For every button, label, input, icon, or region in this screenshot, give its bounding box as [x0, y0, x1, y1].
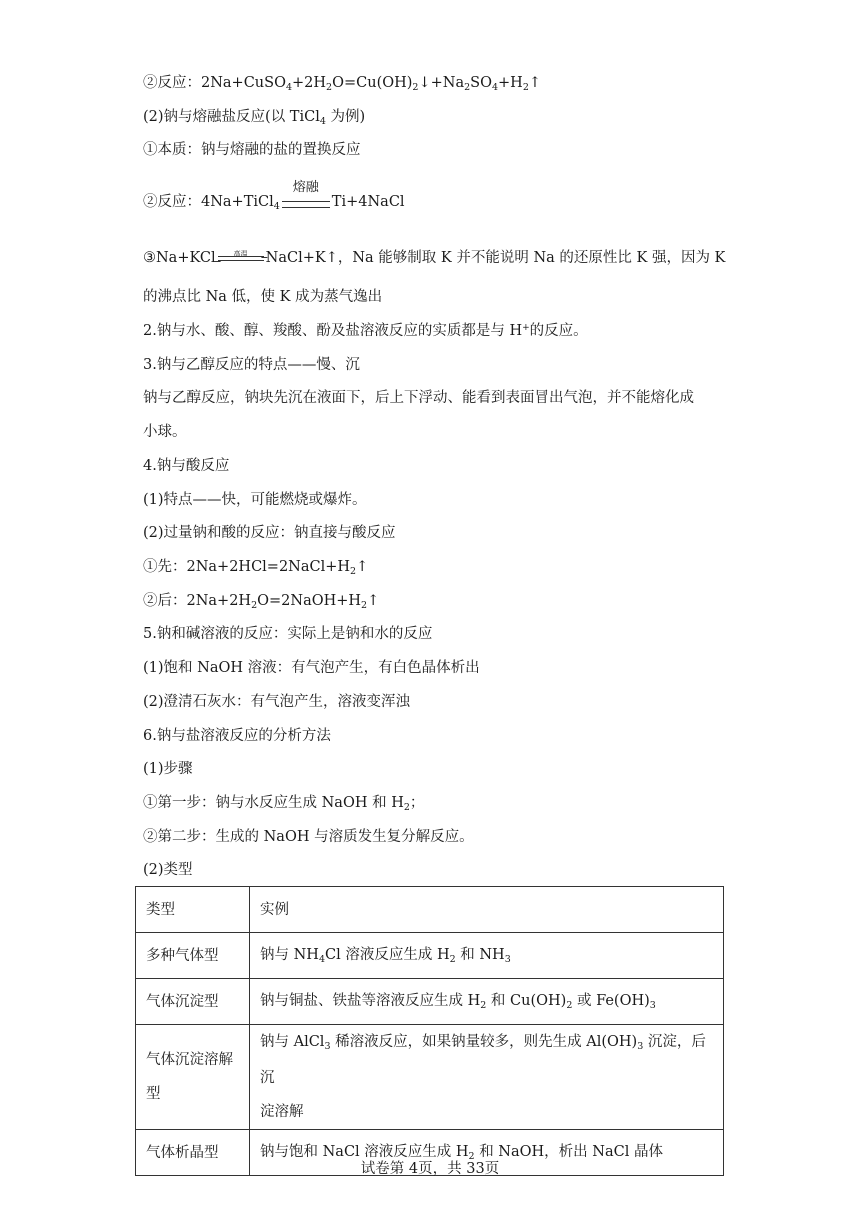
table-cell-type: 气体沉淀型 — [136, 979, 250, 1025]
heading-item-5: 5.钠和碱溶液的反应：实际上是钠和水的反应 — [143, 626, 433, 642]
heading-item-3: 3.钠与乙醇反应的特点——慢、沉 — [143, 357, 360, 373]
reaction-line-water: ②后：$2Na+2H_2O=2NaOH+H_2↑$ — [143, 593, 380, 611]
table-cell-example: 钠与 AlCl$_3$ 稀溶液反应，如果钠量较多，则先生成 $Al(OH)_3$ 沉淀，后沉 淀溶解 — [250, 1025, 724, 1130]
table-cell-example: 钠与饱和 NaCl 溶液反应生成 $H_2$ 和 NaOH，析出 NaCl 晶体 — [250, 1130, 724, 1176]
text-acid-feature: (1)特点——快，可能燃烧或爆炸。 — [143, 492, 367, 508]
table-cell-type: 气体沉淀溶解 型 — [136, 1025, 250, 1130]
reaction-line-kcl: ③Na+KCl 高温 NaCl+K↑，Na 能够制取 K 并不能说明 Na 的还原性比 K 强，因为 K — [143, 250, 726, 266]
page-footer: 试卷第 4页，共 33页 — [360, 1161, 500, 1177]
reaction-line-hcl: ①先：$2Na+2HCl=2NaCl+H_2↑$ — [143, 559, 369, 577]
text-ethanol-cont: 小球。 — [143, 424, 187, 440]
subheading-molten-salt: (2)钠与熔融盐反应(以 TiCl$_4$ 为例) — [143, 109, 366, 127]
heading-item-4: 4.钠与酸反应 — [143, 458, 230, 474]
text-excess-sodium: (2)过量钠和酸的反应：钠直接与酸反应 — [143, 525, 396, 541]
heading-item-2: 2.钠与水、酸、醇、羧酸、酚及盐溶液反应的实质都是与 H+的反应。 — [143, 323, 588, 339]
text-step-1: ①第一步：钠与水反应生成 NaOH 和 $H_2$； — [143, 795, 425, 813]
text-essence: ①本质：钠与熔融的盐的置换反应 — [143, 142, 361, 158]
text-limewater: (2)澄清石灰水：有气泡产生，溶液变浑浊 — [143, 694, 411, 710]
reaction-line-ticl4: ②反应：4Na+TiCl$_4$ 熔融 Ti+4NaCl — [143, 180, 405, 212]
text-step-2: ②第二步：生成的 NaOH 与溶质发生复分解反应。 — [143, 829, 474, 845]
table-row — [136, 979, 724, 1025]
text-naoh: (1)饱和 NaOH 溶液：有气泡产生，有白色晶体析出 — [143, 660, 480, 676]
table-cell-example: 钠与 $NH_4Cl$ 溶液反应生成 $H_2$ 和 $NH_3$ — [250, 933, 724, 979]
reaction-line-cuso4: ②反应：$2Na+CuSO_4+2H_2O=Cu(OH)_2↓+Na_2SO_4+H_2↑$ — [143, 75, 542, 93]
reversible-arrow-icon: 高温 — [216, 248, 266, 268]
text-ethanol: 钠与乙醇反应，钠块先沉在液面下，后上下浮动、能看到表面冒出气泡，并不能熔化成 — [143, 390, 694, 406]
table-header-row — [136, 887, 724, 933]
table-cell-type: 多种气体型 — [136, 933, 250, 979]
text-boiling-point: 的沸点比 Na 低，使 K 成为蒸气逸出 — [143, 289, 383, 305]
table-cell-type: 气体析晶型 — [136, 1130, 250, 1176]
text-types: (2)类型 — [143, 862, 193, 878]
reaction-condition-equals: 熔融 — [280, 192, 332, 212]
heading-item-6: 6.钠与盐溶液反应的分析方法 — [143, 728, 331, 744]
text-steps: (1)步骤 — [143, 761, 193, 777]
table-header-type: 类型 — [136, 887, 250, 933]
table-row — [136, 1025, 724, 1130]
table-row — [136, 933, 724, 979]
table-cell-example: 钠与铜盐、铁盐等溶液反应生成 $H_2$ 和 $Cu(OH)_2$ 或 $Fe(OH)_3$ — [250, 979, 724, 1025]
table-header-example: 实例 — [250, 887, 724, 933]
types-table — [135, 886, 724, 1176]
